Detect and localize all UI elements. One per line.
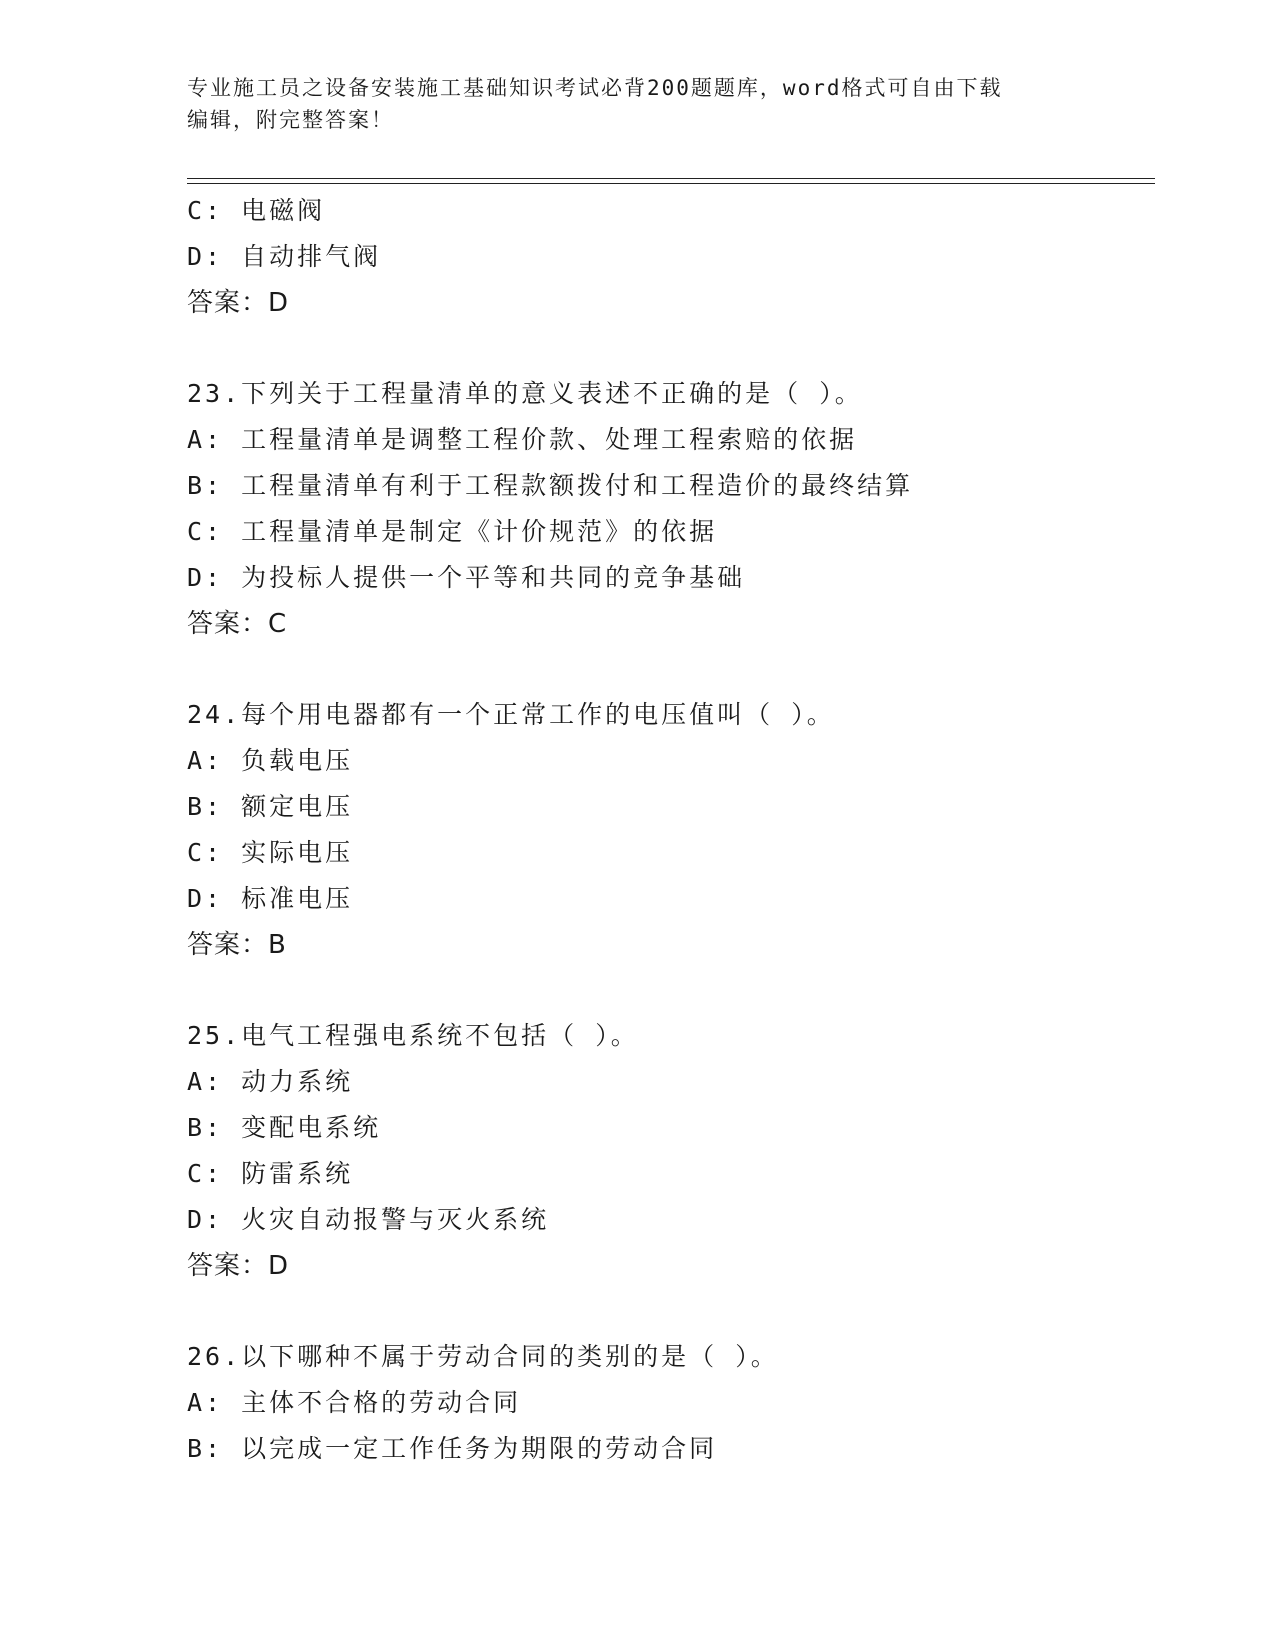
option-line: [187, 1197, 1147, 1243]
option-text: 额定电压: [241, 792, 354, 821]
header-rule-top: [187, 178, 1155, 179]
question-stem: 23.下列关于工程量清单的意义表述不正确的是（ ）。: [187, 379, 863, 408]
option-text: 负载电压: [241, 746, 354, 775]
question-block-23: [187, 371, 1147, 647]
option-text: 主体不合格的劳动合同: [241, 1388, 522, 1417]
option-label: C:: [187, 1159, 224, 1188]
answer-line: 答案：D: [187, 288, 290, 318]
option-line: [187, 784, 1147, 830]
option-label: B:: [187, 1113, 224, 1142]
option-line: [187, 555, 1147, 601]
option-text: 为投标人提供一个平等和共同的竞争基础: [241, 563, 746, 592]
option-text: 火灾自动报警与灭火系统: [241, 1205, 550, 1234]
option-label: A:: [187, 1388, 224, 1417]
option-text: 变配电系统: [241, 1113, 382, 1142]
option-line: [187, 1105, 1147, 1151]
option-line: [187, 1380, 1147, 1426]
option-line: [187, 1151, 1147, 1197]
option-label: A:: [187, 1067, 224, 1096]
answer-line: 答案：D: [187, 1251, 290, 1281]
option-line: [187, 830, 1147, 876]
option-line: [187, 1426, 1147, 1472]
option-label: B:: [187, 471, 224, 500]
question-stem: 24.每个用电器都有一个正常工作的电压值叫（ ）。: [187, 700, 835, 729]
option-label: C:: [187, 838, 224, 867]
option-line: [187, 1059, 1147, 1105]
option-line: [187, 417, 1147, 463]
option-label: A:: [187, 425, 224, 454]
option-label: B:: [187, 792, 224, 821]
option-text: 工程量清单有利于工程款额拨付和工程造价的最终结算: [241, 471, 914, 500]
option-label: C:: [187, 517, 224, 546]
option-text: 标准电压: [241, 884, 354, 913]
option-text: 自动排气阀: [241, 242, 382, 271]
document-header: [187, 72, 1067, 136]
option-text: 动力系统: [241, 1067, 354, 1096]
option-line: [187, 738, 1147, 784]
option-label: D:: [187, 242, 224, 271]
option-text: 防雷系统: [241, 1159, 354, 1188]
header-rule-bottom: [187, 183, 1155, 184]
header-title-line-1: 专业施工员之设备安装施工基础知识考试必背200题题库，word格式可自由下载: [187, 76, 1003, 100]
option-line: [187, 463, 1147, 509]
question-block-26: [187, 1334, 1147, 1472]
option-line: [187, 876, 1147, 922]
document-body: [187, 188, 1147, 1472]
question-block-24: [187, 692, 1147, 968]
header-title-line-2: 编辑，附完整答案！: [187, 108, 394, 132]
answer-line: 答案：C: [187, 609, 288, 639]
option-text: 工程量清单是调整工程价款、处理工程索赔的依据: [241, 425, 858, 454]
question-block-22: [187, 188, 1147, 326]
option-label: A:: [187, 746, 224, 775]
option-line: [187, 509, 1147, 555]
option-label: D:: [187, 1205, 224, 1234]
option-label: C:: [187, 196, 224, 225]
option-text: 工程量清单是制定《计价规范》的依据: [241, 517, 718, 546]
question-block-25: [187, 1013, 1147, 1289]
option-label: D:: [187, 563, 224, 592]
option-text: 以完成一定工作任务为期限的劳动合同: [241, 1434, 718, 1463]
option-label: B:: [187, 1434, 224, 1463]
option-text: 电磁阀: [241, 196, 326, 225]
option-line: [187, 234, 1147, 280]
option-line: [187, 188, 1147, 234]
option-label: D:: [187, 884, 224, 913]
question-stem: 25.电气工程强电系统不包括（ ）。: [187, 1021, 639, 1050]
option-text: 实际电压: [241, 838, 354, 867]
question-stem: 26.以下哪种不属于劳动合同的类别的是（ ）。: [187, 1342, 779, 1371]
answer-line: 答案：B: [187, 930, 287, 960]
